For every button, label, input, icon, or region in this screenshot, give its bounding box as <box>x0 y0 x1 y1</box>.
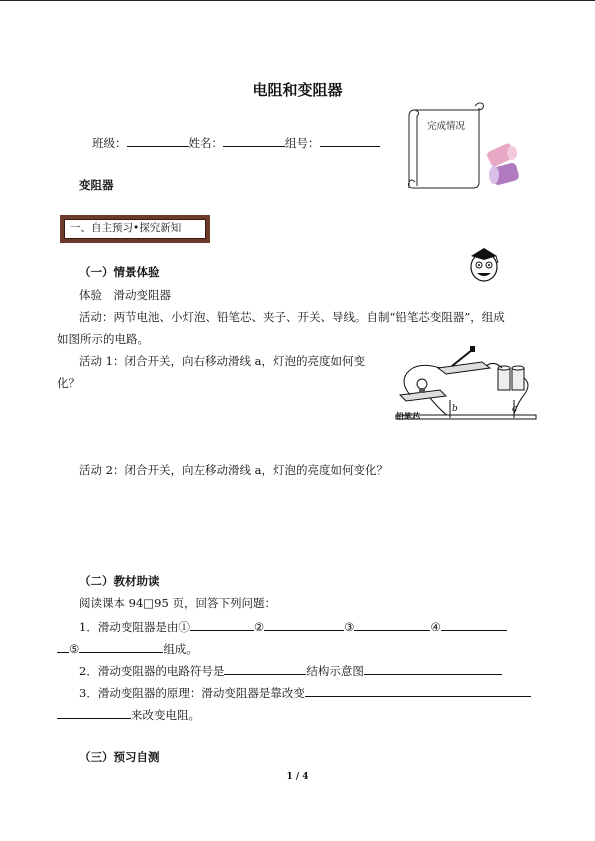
completion-label: 完成情况 <box>427 121 466 132</box>
activity1-line2: 化？ <box>57 376 80 390</box>
q1-suffix: 组成。 <box>163 642 198 656</box>
circuit-label-a: a <box>512 404 518 414</box>
q1-marker-5: ⑤ <box>69 642 80 656</box>
topic-heading: 变阻器 <box>79 178 114 192</box>
sub3-heading: （三）预习自测 <box>79 750 160 764</box>
q2-blank-symbol[interactable] <box>224 662 306 675</box>
q3-prefix: 3．滑动变阻器的原理：滑动变阻器是靠改变 <box>79 686 305 700</box>
class-field[interactable] <box>127 134 189 147</box>
section-banner <box>60 215 210 243</box>
activity2-line: 活动 2：闭合开关，向左移动滑线 a，灯泡的亮度如何变化？ <box>79 463 388 477</box>
circuit-label-b: b <box>452 404 458 414</box>
activity-line2: 如图所示的电路。 <box>57 332 149 346</box>
name-field[interactable] <box>223 134 285 147</box>
q1-blank-3[interactable] <box>354 618 430 631</box>
q1-blank-1[interactable] <box>190 618 254 631</box>
sub2-heading: （二）教材助读 <box>79 574 160 588</box>
rolled-paper-icon <box>482 143 522 191</box>
sub1-heading: （一）情景体验 <box>79 265 160 279</box>
q3-blank[interactable] <box>305 684 531 697</box>
q2-blank-diagram[interactable] <box>364 662 502 675</box>
question-2 <box>79 662 502 679</box>
q1-blank-4[interactable] <box>441 618 507 631</box>
q1-prefix: 1．滑动变阻器是由① <box>79 620 190 634</box>
q2-middle: 结构示意图 <box>306 664 364 678</box>
circuit-label-pencil: 铅笔芯 <box>396 411 420 421</box>
page-title: 电阻和变阻器 <box>252 81 343 99</box>
q3-blank-cont[interactable] <box>57 706 131 719</box>
header-rule <box>0 0 595 1</box>
q1-blank-4-cont[interactable] <box>57 640 69 653</box>
question-1-line2 <box>57 640 198 657</box>
class-label: 班级： <box>92 136 127 150</box>
student-info-row <box>92 134 380 151</box>
section-banner-label: 一、自主预习•探究新知 <box>70 222 182 234</box>
q1-blank-5[interactable] <box>79 640 163 653</box>
q3-suffix: 来改变电阻。 <box>131 708 200 722</box>
q1-marker-3: ③ <box>344 620 355 634</box>
page-number: 1 / 4 <box>286 772 309 782</box>
q1-marker-2: ② <box>253 620 265 634</box>
reading-intro: 阅读课本 94□95 页，回答下列问题： <box>79 596 276 610</box>
q2-prefix: 2．滑动变阻器的电路符号是 <box>79 664 225 678</box>
activity1-line1: 活动 1：闭合开关，向右移动滑线 a，灯泡的亮度如何变 <box>79 354 365 368</box>
q1-blank-2[interactable] <box>264 618 344 631</box>
experience-line: 体验 滑动变阻器 <box>79 288 171 302</box>
q1-marker-4: ④ <box>430 620 441 634</box>
group-field[interactable] <box>320 134 380 147</box>
cartoon-student-icon <box>466 243 502 283</box>
question-3-line2 <box>57 706 200 723</box>
question-3-line1 <box>79 684 531 701</box>
completion-scroll <box>405 102 487 194</box>
name-label: 姓名： <box>188 136 223 150</box>
group-label: 组号： <box>285 136 320 150</box>
activity-line1: 活动：两节电池、小灯泡、铅笔芯、夹子、开关、导线。自制“铅笔芯变阻器”，组成 <box>79 310 505 324</box>
question-1-line1 <box>79 618 507 635</box>
